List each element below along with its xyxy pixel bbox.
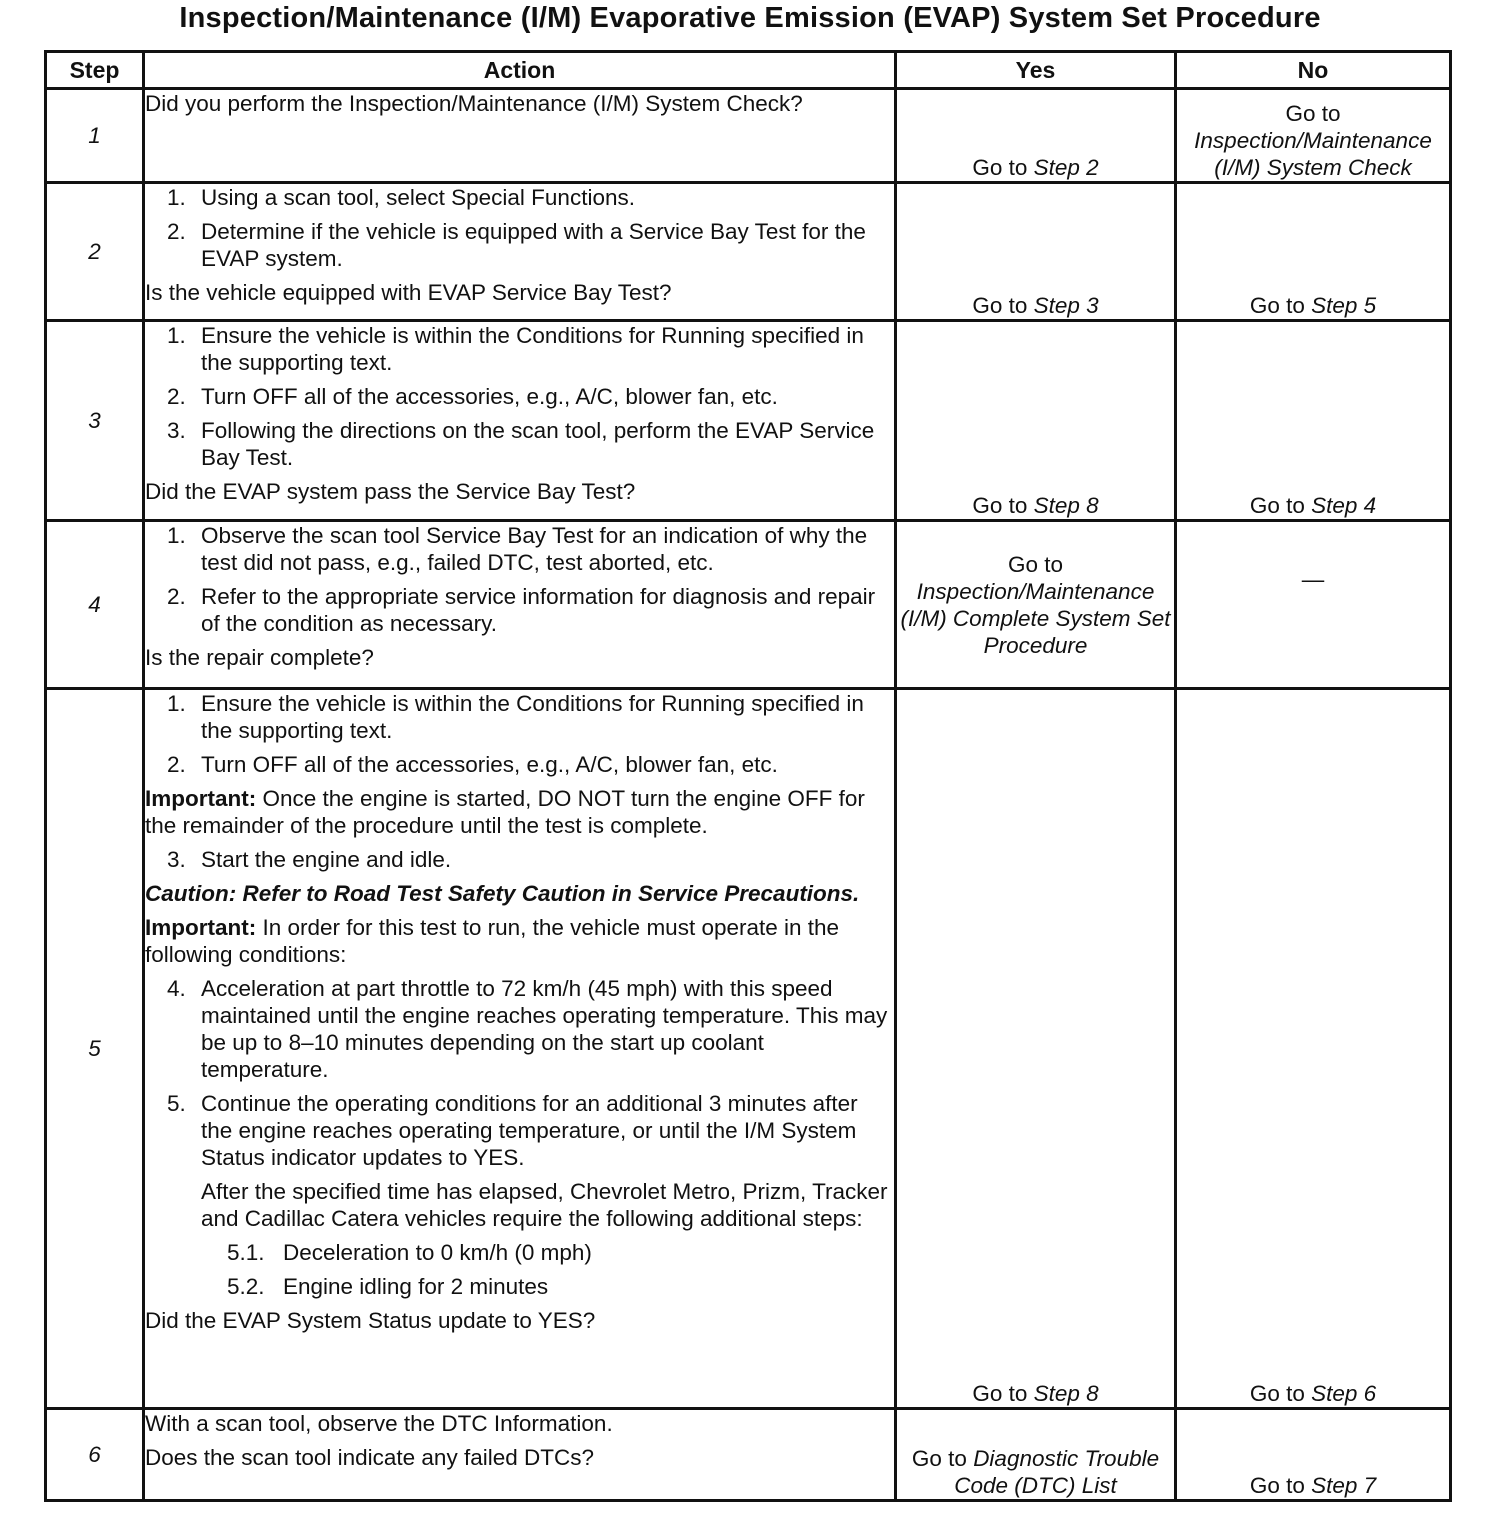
action-cell <box>144 89 896 183</box>
yes-cell <box>896 689 1176 1409</box>
yes-prefix: Go to <box>972 493 1034 518</box>
question-text: Did the EVAP system pass the Service Bay Test? <box>145 479 636 504</box>
list-item: 3. Start the engine and idle. <box>167 847 452 872</box>
list-item: 1. Using a scan tool, select Special Functions. <box>167 185 635 210</box>
yes-prefix: Go to <box>972 293 1034 318</box>
step-number: 5 <box>46 689 144 1409</box>
no-cell <box>1176 1409 1451 1501</box>
action-cell <box>144 1409 896 1501</box>
yes-prefix: Go to <box>972 1381 1034 1406</box>
table-row <box>46 521 1451 689</box>
no-prefix: Go to <box>1249 493 1312 518</box>
no-cell <box>1176 521 1451 689</box>
yes-cell <box>896 183 1176 321</box>
header-action: Action <box>144 52 896 89</box>
step-number: 6 <box>46 1409 144 1501</box>
question-text: Is the repair complete? <box>145 645 374 670</box>
table-row <box>46 89 1451 183</box>
procedure-table <box>44 50 1452 1502</box>
list-item: 4. Acceleration at part throttle to 72 km/h (45 mph) with this speed maintained until the engine reaches operating temperature. This may be up to 8–10 minutes depending on the start up coolant temperature. <box>167 976 888 1082</box>
list-item: 1. Observe the scan tool Service Bay Test for an indication of why the test did not pass, e.g., failed DTC, test aborted, etc. <box>167 523 868 575</box>
no-prefix: Go to <box>1285 101 1341 126</box>
additional-steps-text: After the specified time has elapsed, Chevrolet Metro, Prizm, Tracker and Cadillac Catera vehicles require the following additional steps: <box>201 1179 888 1231</box>
action-cell <box>144 321 896 521</box>
table-row <box>46 689 1451 1409</box>
no-dash: — <box>1301 567 1325 592</box>
header-row <box>46 52 1451 89</box>
action-cell <box>144 689 896 1409</box>
sub-list-item: 5.2. Engine idling for 2 minutes <box>227 1274 549 1299</box>
document-title: Inspection/Maintenance (I/M) Evaporative Emission (EVAP) System Set Procedure <box>179 2 1321 34</box>
step-number: 3 <box>46 321 144 521</box>
no-cell <box>1176 89 1451 183</box>
no-link[interactable]: Step 5 <box>1311 293 1377 318</box>
no-cell <box>1176 183 1451 321</box>
table-row <box>46 321 1451 521</box>
table-row <box>46 183 1451 321</box>
sub-list-item: 5.1. Deceleration to 0 km/h (0 mph) <box>227 1240 592 1265</box>
yes-link[interactable]: Step 2 <box>1033 155 1099 180</box>
no-prefix: Go to <box>1249 1473 1312 1498</box>
yes-link[interactable]: Diagnostic Trouble Code (DTC) List <box>954 1446 1160 1498</box>
list-item: 5. Continue the operating conditions for an additional 3 minutes after the engine reaches operating temperature, or until the I/M System Status indicator updates to YES. <box>167 1091 858 1170</box>
important-note: Important: In order for this test to run, the vehicle must operate in the following conditions: <box>145 915 840 967</box>
yes-cell <box>896 321 1176 521</box>
yes-cell <box>896 521 1176 689</box>
question-text: Is the vehicle equipped with EVAP Service Bay Test? <box>145 280 672 305</box>
no-cell <box>1176 689 1451 1409</box>
yes-link[interactable]: Step 8 <box>1033 1381 1099 1406</box>
yes-prefix: Go to <box>1007 551 1064 577</box>
yes-link[interactable]: Step 8 <box>1033 493 1099 518</box>
statement-text: With a scan tool, observe the DTC Information. <box>145 1411 613 1436</box>
table-row <box>46 1409 1451 1501</box>
yes-cell <box>896 89 1176 183</box>
no-link[interactable]: Inspection/Maintenance (I/M) System Check <box>1194 128 1432 180</box>
step-number: 4 <box>46 521 144 689</box>
yes-prefix: Go to <box>911 1446 974 1471</box>
list-item: 2. Turn OFF all of the accessories, e.g., A/C, blower fan, etc. <box>167 752 778 777</box>
no-prefix: Go to <box>1249 1381 1312 1406</box>
question-text: Did you perform the Inspection/Maintenance (I/M) System Check? <box>145 91 803 116</box>
yes-prefix: Go to <box>972 155 1034 180</box>
list-item: 1. Ensure the vehicle is within the Conditions for Running specified in the supporting text. <box>167 323 864 375</box>
list-item: 3. Following the directions on the scan tool, perform the EVAP Service Bay Test. <box>167 418 875 470</box>
list-item: 2. Refer to the appropriate service information for diagnosis and repair of the condition as necessary. <box>167 584 876 636</box>
no-cell <box>1176 321 1451 521</box>
question-text: Did the EVAP System Status update to YES? <box>145 1308 596 1333</box>
header-no: No <box>1176 52 1451 89</box>
action-cell <box>144 521 896 689</box>
list-item: 2. Determine if the vehicle is equipped with a Service Bay Test for the EVAP system. <box>167 219 866 271</box>
no-link[interactable]: Step 7 <box>1311 1473 1377 1498</box>
no-link[interactable]: Step 6 <box>1311 1381 1377 1406</box>
header-step: Step <box>46 52 144 89</box>
list-item: 2. Turn OFF all of the accessories, e.g., A/C, blower fan, etc. <box>167 384 778 409</box>
caution-note: Caution: Refer to Road Test Safety Caution in Service Precautions. <box>145 881 860 906</box>
step-number: 1 <box>46 89 144 183</box>
list-item: 1. Ensure the vehicle is within the Conditions for Running specified in the supporting text. <box>167 691 864 743</box>
yes-link[interactable]: Inspection/Maintenance (I/M) Complete System Set Procedure <box>900 578 1171 658</box>
question-text: Does the scan tool indicate any failed DTCs? <box>145 1445 594 1470</box>
header-yes: Yes <box>896 52 1176 89</box>
yes-link[interactable]: Step 3 <box>1033 293 1099 318</box>
no-link[interactable]: Step 4 <box>1311 493 1377 518</box>
step-number: 2 <box>46 183 144 321</box>
no-prefix: Go to <box>1249 293 1312 318</box>
action-cell <box>144 183 896 321</box>
yes-cell <box>896 1409 1176 1501</box>
important-note: Important: Once the engine is started, DO NOT turn the engine OFF for the remainder of the procedure until the test is complete. <box>145 786 865 838</box>
